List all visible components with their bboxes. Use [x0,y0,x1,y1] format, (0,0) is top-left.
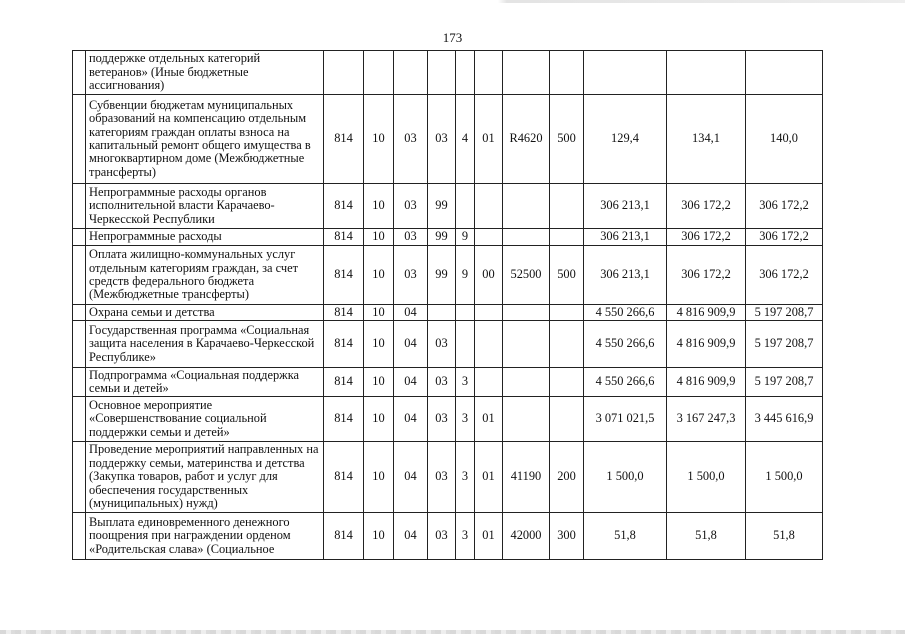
amount-cell: 306 213,1 [584,229,667,246]
row-marker-cell [73,184,86,229]
code-cell: 10 [364,246,394,305]
amount-cell: 306 172,2 [746,229,823,246]
code-cell [550,305,584,321]
code-cell [428,51,456,95]
code-cell: 04 [394,305,428,321]
code-cell: 3 [456,442,475,513]
code-cell [475,184,503,229]
code-cell: 04 [394,513,428,560]
amount-cell: 3 071 021,5 [584,397,667,442]
amount-cell [584,51,667,95]
amount-cell: 5 197 208,7 [746,368,823,397]
code-cell: 01 [475,442,503,513]
code-cell: 03 [428,368,456,397]
code-cell [456,51,475,95]
row-marker-cell [73,95,86,184]
code-cell: 10 [364,305,394,321]
row-name-cell: Непрограммные расходы [86,229,324,246]
amount-cell: 306 172,2 [667,229,746,246]
code-cell: 04 [394,397,428,442]
code-cell: 04 [394,368,428,397]
code-cell: 9 [456,246,475,305]
row-marker-cell [73,246,86,305]
code-cell [475,229,503,246]
table-row [73,229,823,246]
row-name-cell: Основное мероприятие «Совершенствование социальной поддержки семьи и детей» [86,397,324,442]
code-cell [550,184,584,229]
amount-cell: 4 550 266,6 [584,321,667,368]
table-row [73,368,823,397]
code-cell: 500 [550,246,584,305]
row-marker-cell [73,368,86,397]
amount-cell: 3 167 247,3 [667,397,746,442]
amount-cell: 306 172,2 [667,184,746,229]
code-cell [550,321,584,368]
amount-cell: 306 172,2 [746,184,823,229]
code-cell: 9 [456,229,475,246]
code-cell: 01 [475,397,503,442]
code-cell: 814 [324,513,364,560]
row-marker-cell [73,305,86,321]
amount-cell [667,51,746,95]
code-cell: 10 [364,321,394,368]
row-name-cell: поддержке отдельных категорий ветеранов» (Иные бюджетные ассигнования) [86,51,324,95]
code-cell [456,184,475,229]
code-cell: 03 [394,229,428,246]
amount-cell: 4 816 909,9 [667,305,746,321]
code-cell: 814 [324,229,364,246]
code-cell [550,397,584,442]
code-cell: 10 [364,184,394,229]
amount-cell: 306 213,1 [584,184,667,229]
code-cell [503,368,550,397]
row-name-cell: Субвенции бюджетам муниципальных образований на компенсацию отдельным категориям граждан оплаты взноса на капитальный ремонт общего имущества в многоквартирном доме (Межбюджетные трансферты) [86,95,324,184]
code-cell: 03 [428,442,456,513]
code-cell: 10 [364,95,394,184]
code-cell: 814 [324,305,364,321]
code-cell [428,305,456,321]
code-cell: 814 [324,368,364,397]
code-cell [456,305,475,321]
code-cell: 00 [475,246,503,305]
code-cell: 10 [364,229,394,246]
code-cell: 03 [428,513,456,560]
amount-cell: 140,0 [746,95,823,184]
code-cell [550,368,584,397]
code-cell [475,321,503,368]
row-name-cell: Проведение мероприятий направленных на поддержку семьи, материнства и детства (Закупка товаров, работ и услуг для обеспечения государственных (муниципальных) нужд) [86,442,324,513]
amount-cell: 4 550 266,6 [584,305,667,321]
code-cell: 10 [364,442,394,513]
code-cell: 03 [394,184,428,229]
row-name-cell: Государственная программа «Социальная защита населения в Карачаево-Черкесской Республике» [86,321,324,368]
amount-cell: 4 550 266,6 [584,368,667,397]
code-cell: 01 [475,513,503,560]
row-name-cell: Подпрограмма «Социальная поддержка семьи и детей» [86,368,324,397]
code-cell [503,184,550,229]
table-row [73,442,823,513]
amount-cell: 4 816 909,9 [667,368,746,397]
amount-cell: 5 197 208,7 [746,321,823,368]
table-body [73,51,823,560]
code-cell [550,229,584,246]
code-cell: 03 [428,95,456,184]
code-cell [503,51,550,95]
amount-cell: 129,4 [584,95,667,184]
row-marker-cell [73,321,86,368]
row-marker-cell [73,229,86,246]
amount-cell: 1 500,0 [667,442,746,513]
code-cell: 03 [394,246,428,305]
scan-edge-top [0,0,905,3]
code-cell: 99 [428,184,456,229]
code-cell [394,51,428,95]
row-name-cell: Непрограммные расходы органов исполнительной власти Карачаево-Черкесской Республики [86,184,324,229]
amount-cell: 306 213,1 [584,246,667,305]
code-cell: 52500 [503,246,550,305]
code-cell: 500 [550,95,584,184]
row-marker-cell [73,397,86,442]
code-cell [503,321,550,368]
code-cell: 4 [456,95,475,184]
table-row [73,321,823,368]
budget-table [72,50,823,560]
amount-cell: 1 500,0 [746,442,823,513]
code-cell: 10 [364,368,394,397]
code-cell: 814 [324,95,364,184]
amount-cell: 51,8 [584,513,667,560]
table-row [73,51,823,95]
row-name-cell: Оплата жилищно-коммунальных услуг отдельным категориям граждан, за счет средств федерального бюджета (Межбюджетные трансферты) [86,246,324,305]
amount-cell: 134,1 [667,95,746,184]
code-cell [324,51,364,95]
amount-cell: 306 172,2 [746,246,823,305]
amount-cell: 3 445 616,9 [746,397,823,442]
code-cell [456,321,475,368]
code-cell: 99 [428,229,456,246]
code-cell [503,397,550,442]
row-marker-cell [73,513,86,560]
row-name-cell: Охрана семьи и детства [86,305,324,321]
amount-cell: 1 500,0 [584,442,667,513]
amount-cell: 51,8 [667,513,746,560]
code-cell [503,305,550,321]
code-cell [550,51,584,95]
code-cell: 04 [394,442,428,513]
table-row [73,397,823,442]
code-cell: 300 [550,513,584,560]
code-cell [475,51,503,95]
code-cell: 04 [394,321,428,368]
code-cell: 10 [364,513,394,560]
code-cell: R4620 [503,95,550,184]
code-cell: 10 [364,397,394,442]
code-cell: 03 [394,95,428,184]
row-marker-cell [73,442,86,513]
code-cell: 814 [324,321,364,368]
code-cell [503,229,550,246]
code-cell [475,305,503,321]
amount-cell: 4 816 909,9 [667,321,746,368]
code-cell: 41190 [503,442,550,513]
code-cell: 200 [550,442,584,513]
row-name-cell: Выплата единовременного денежного поощрения при награждении орденом «Родительская слава» (Социальное [86,513,324,560]
code-cell [364,51,394,95]
amount-cell [746,51,823,95]
row-marker-cell [73,51,86,95]
code-cell: 814 [324,397,364,442]
amount-cell: 5 197 208,7 [746,305,823,321]
code-cell: 03 [428,397,456,442]
amount-cell: 306 172,2 [667,246,746,305]
table-row [73,305,823,321]
code-cell: 01 [475,95,503,184]
code-cell: 03 [428,321,456,368]
code-cell: 3 [456,513,475,560]
table-row [73,95,823,184]
code-cell: 42000 [503,513,550,560]
code-cell [475,368,503,397]
scan-edge-bottom [0,630,905,634]
table-row [73,513,823,560]
code-cell: 814 [324,184,364,229]
code-cell: 814 [324,246,364,305]
code-cell: 99 [428,246,456,305]
amount-cell: 51,8 [746,513,823,560]
table-row [73,184,823,229]
code-cell: 814 [324,442,364,513]
code-cell: 3 [456,368,475,397]
table-row [73,246,823,305]
page-number: 173 [442,30,463,45]
code-cell: 3 [456,397,475,442]
